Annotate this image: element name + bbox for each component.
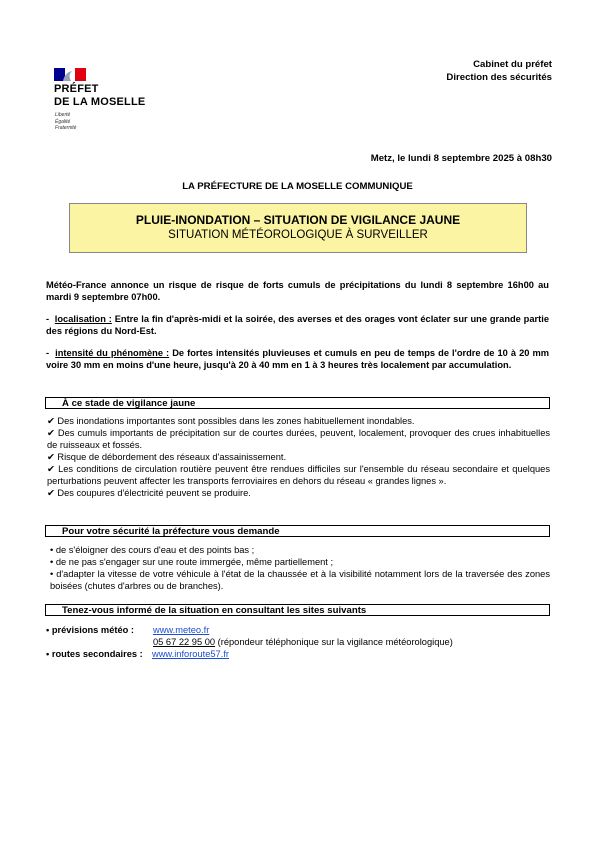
phone-note: (répondeur téléphonique sur la vigilance météorologique) <box>217 637 453 647</box>
inforoute-link[interactable]: www.inforoute57.fr <box>152 649 229 659</box>
localisation-paragraph: - localisation : Entre la fin d'après-midi et la soirée, des averses et des orages vont éclater sur une grande partie des régions du Nord-Est. <box>46 314 549 336</box>
meteo-link[interactable]: www.meteo.fr <box>153 625 210 635</box>
motto-egalite: Égalité <box>55 118 71 125</box>
list-item: ✔ Des coupures d'électricité peuvent se produire. <box>47 488 251 498</box>
list-item: ✔ Des cumuls importants de précipitation sur de courtes durées, peuvent, localement, provoquer des crues inhabituelles de ruisseaux et fossés. <box>47 428 551 450</box>
phone-row <box>153 636 453 648</box>
intensite-text: De fortes intensités pluvieuses et cumuls en peu de temps de l'ordre de 10 à 20 mm voire 30 mm en moins d'une heure, jusqu'à 20 à 40 mm en 1 à 3 heures très localement par accumulation. <box>46 348 549 370</box>
logo-line1: PRÉFET <box>54 83 99 95</box>
vigilance-item-text: Les conditions de circulation routière peuvent être rendues difficiles sur l'ensemble du réseau secondaire et quelques perturbations peuvent affecter les transports ferroviaires en dehors du réseau « grandes lignes ». <box>47 464 551 486</box>
previsions-row-label: • prévisions météo : <box>46 625 134 635</box>
direction-label: Direction des sécurités <box>446 72 552 83</box>
dateline: Metz, le lundi 8 septembre 2025 à 08h30 <box>370 153 552 164</box>
list-item: • de s'éloigner des cours d'eau et des points bas ; <box>50 545 255 555</box>
motto-fraternite: Fraternité <box>55 125 77 131</box>
motto-liberte: Liberté <box>55 112 71 118</box>
vigilance-item-text: Risque de débordement des réseaux d'assainissement. <box>57 452 287 462</box>
previsions-label: prévisions météo : <box>51 625 134 635</box>
phone-number[interactable]: 05 67 22 95 00 <box>153 637 216 647</box>
list-item: • de ne pas s'engager sur une route immergée, même partiellement ; <box>50 557 334 567</box>
intensite-paragraph: - intensité du phénomène : De fortes intensités pluvieuses et cumuls en peu de temps de l'ordre de 10 à 20 mm voire 30 mm en moins d'une heure, jusqu'à 20 à 40 mm en 1 à 3 heures très localement par accumulation. <box>46 348 549 370</box>
vigilance-list <box>47 415 550 499</box>
intro-paragraph: Météo-France annonce un risque de risque de forts cumuls de précipitations du lundi 8 septembre 16h00 au mardi 9 septembre 07h00. <box>46 280 549 302</box>
marianne-logo <box>54 68 86 81</box>
vigilance-section-heading: À ce stade de vigilance jaune <box>45 397 550 409</box>
localisation-text: Entre la fin d'après-midi et la soirée, des averses et des orages vont éclater sur une grande partie des régions du Nord-Est. <box>46 314 549 336</box>
localisation-label: localisation : <box>54 314 112 324</box>
logo-line2: DE LA MOSELLE <box>54 96 146 108</box>
alert-subtitle: SITUATION MÉTÉOROLOGIQUE À SURVEILLER <box>168 229 428 241</box>
routes-label: routes secondaires : <box>51 649 143 659</box>
vigilance-alert-box <box>69 203 527 253</box>
securite-item-text: de s'éloigner des cours d'eau et des points bas ; <box>55 545 255 555</box>
communique-heading: LA PRÉFECTURE DE LA MOSELLE COMMUNIQUE <box>182 181 413 192</box>
routes-row-label: • routes secondaires : <box>46 649 143 659</box>
cabinet-label: Cabinet du préfet <box>473 59 552 70</box>
vigilance-item-text: Des cumuls importants de précipitation sur de courtes durées, peuvent, localement, provoquer des crues inhabituelles de ruisseaux et fossés. <box>47 428 551 450</box>
list-item: ✔ Des inondations importantes sont possibles dans les zones habituellement inondables. <box>47 416 415 426</box>
vigilance-item-text: Des coupures d'électricité peuvent se produire. <box>57 488 251 498</box>
republic-motto <box>55 112 76 132</box>
securite-item-text: de ne pas s'engager sur une route immergée, même partiellement ; <box>55 557 334 567</box>
securite-section-heading: Pour votre sécurité la préfecture vous demande <box>45 525 550 537</box>
vigilance-item-text: Des inondations importantes sont possibles dans les zones habituellement inondables. <box>57 416 415 426</box>
securite-list <box>50 544 550 592</box>
prefet-logo-text <box>54 83 145 109</box>
list-item: ✔ Risque de débordement des réseaux d'assainissement. <box>47 452 287 462</box>
list-item: • d'adapter la vitesse de votre véhicule à l'état de la chaussée et à la visibilité notamment lors de la traversée des zones boisées (chutes d'arbres ou de branches). <box>50 569 550 591</box>
issuer-block <box>446 58 552 84</box>
list-item: ✔ Les conditions de circulation routière peuvent être rendues difficiles sur l'ensemble du réseau secondaire et quelques perturbations peuvent affecter les transports ferroviaires en dehors du réseau « grandes lignes ». <box>47 464 551 486</box>
alert-title: PLUIE-INONDATION – SITUATION DE VIGILANCE JAUNE <box>135 213 461 227</box>
securite-item-text: d'adapter la vitesse de votre véhicule à l'état de la chaussée et à la visibilité notamment lors de la traversée des zones boisées (chutes d'arbres ou de branches). <box>50 569 550 591</box>
info-section-heading: Tenez-vous informé de la situation en consultant les sites suivants <box>45 604 550 616</box>
intensite-label: intensité du phénomène : <box>55 348 170 358</box>
